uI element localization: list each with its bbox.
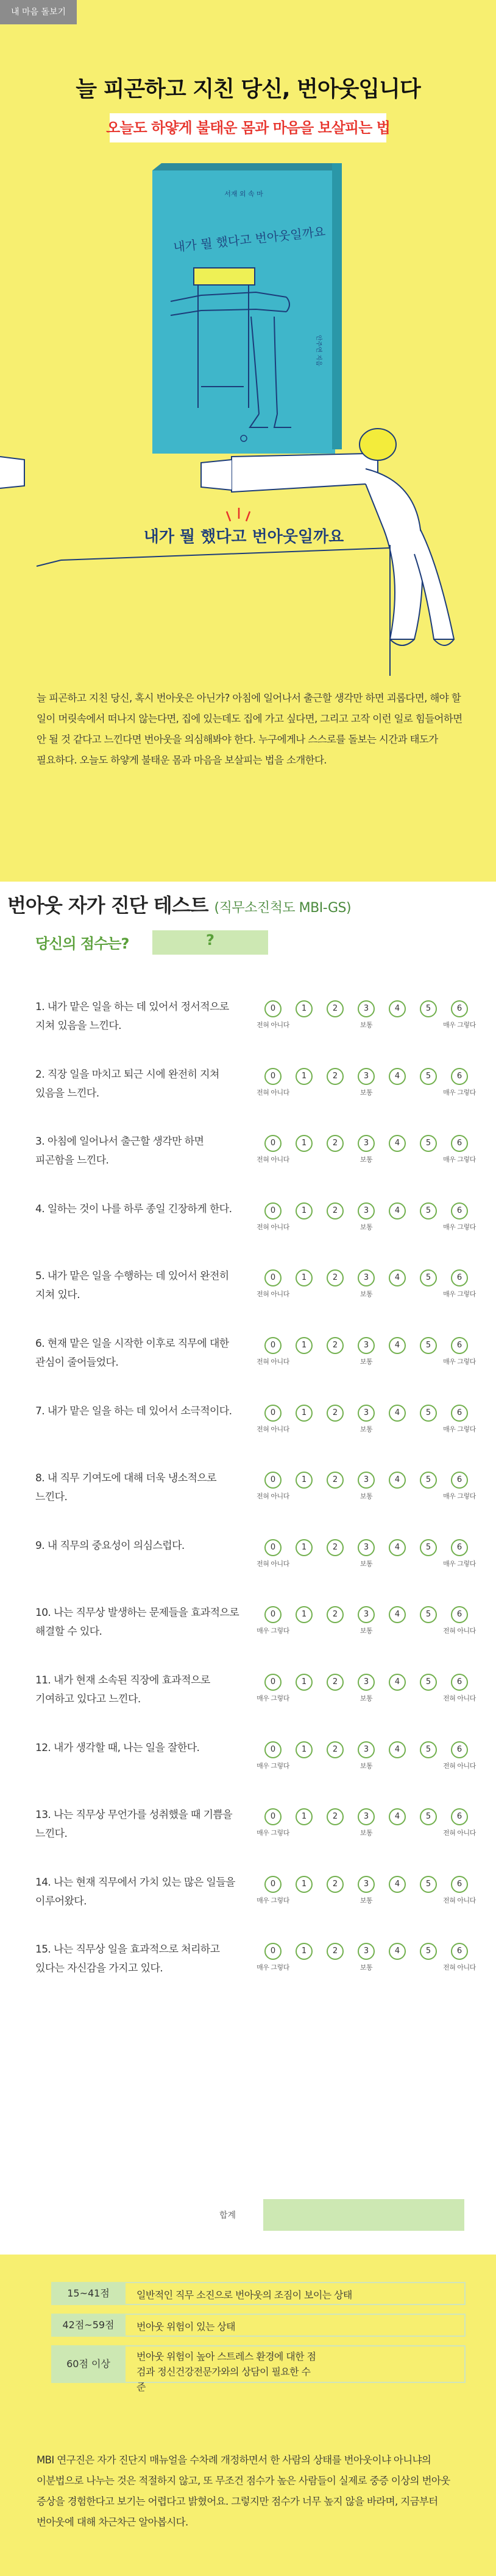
sleepwalker-figure [0,429,454,676]
score-range-description: 일반적인 직무 소진으로 번아웃의 조짐이 보이는 상태 [136,2289,352,2301]
scale-label: 매우 그렇다 [443,1021,476,1029]
scale-label: 보통 [360,1492,373,1500]
answer-option[interactable]: 4 [389,1472,406,1489]
answer-option[interactable]: 6 [451,1876,468,1893]
answer-option[interactable]: 2 [327,1202,344,1220]
answer-option[interactable]: 3 [358,1135,375,1152]
answer-option[interactable]: 2 [327,1269,344,1286]
answer-option[interactable]: 4 [389,1068,406,1085]
answer-option[interactable]: 4 [389,1876,406,1893]
test-subtitle: (직무소진척도 MBI-GS) [214,900,352,916]
answer-option[interactable]: 3 [358,1539,375,1556]
answer-option[interactable]: 2 [327,1472,344,1489]
page-subtitle: 오늘도 하얗게 불태운 몸과 마음을 보살피는 법 [106,119,390,136]
book-series-text: 서재 외 속 마 [224,190,263,198]
answer-option[interactable]: 6 [451,1539,468,1556]
total-label: 합계 [219,2211,236,2220]
answer-option[interactable]: 3 [358,1337,375,1354]
scale-label: 매우 그렇다 [443,1425,476,1433]
question-text: 5. 내가 맡은 일을 수행하는 데 있어서 완전히 지쳐 있다. [35,1270,229,1301]
score-range-description: 번아웃 위험이 높아 스트레스 환경에 대한 점검과 정신건강전문가와의 상담이 필요한 수준 [136,2351,316,2393]
question-text: 9. 내 직무의 중요성이 의심스럽다. [35,1540,185,1552]
answer-option[interactable]: 6 [451,1135,468,1152]
scale-label: 매우 그렇다 [257,1964,289,1971]
answer-option[interactable]: 4 [389,1269,406,1286]
scale-label: 매우 그렇다 [443,1290,476,1298]
answer-option[interactable]: 6 [451,1202,468,1220]
scale-label: 보통 [360,1290,373,1298]
question-text: 12. 내가 생각할 때, 나는 일을 잘한다. [35,1742,200,1754]
answer-option[interactable]: 0 [264,1337,282,1354]
answer-option[interactable]: 1 [296,1741,313,1758]
answer-option[interactable]: 1 [296,1135,313,1152]
answer-option[interactable]: 3 [358,1808,375,1825]
scale-label: 전혀 아니다 [257,1021,289,1029]
answer-option[interactable]: 4 [389,1405,406,1422]
answer-option[interactable]: 3 [358,1068,375,1085]
question-text: 3. 아침에 일어나서 출근할 생각만 하면 피곤함을 느낀다. [35,1135,204,1167]
answer-option[interactable]: 3 [358,1741,375,1758]
answer-option[interactable]: 3 [358,1000,375,1017]
question-text: 6. 현재 맡은 일을 시작한 이후로 직무에 대한 관심이 줄어들었다. [35,1338,229,1369]
category-tag: 내 마음 돌보기 [0,0,77,24]
answer-option[interactable]: 3 [358,1405,375,1422]
scale-label: 보통 [360,1021,373,1029]
scale-label: 전혀 아니다 [443,1762,476,1770]
score-range-badge: 60점 이상 [51,2345,126,2383]
answer-option[interactable]: 1 [296,1943,313,1960]
scale-label: 보통 [360,1964,373,1971]
scale-label: 매우 그렇다 [257,1897,289,1904]
answer-option[interactable]: 5 [420,1472,437,1489]
answer-option[interactable]: 4 [389,1539,406,1556]
answer-option[interactable]: 0 [264,1539,282,1556]
question-text: 13. 나는 직무상 무언가를 성취했을 때 기쁨을 느낀다. [35,1809,233,1840]
test-title-text: 번아웃 자가 진단 테스트 [7,894,208,917]
question-text: 4. 일하는 것이 나를 하루 종일 긴장하게 한다. [35,1203,232,1215]
answer-option[interactable]: 5 [420,1606,437,1623]
scale-label: 전혀 아니다 [443,1964,476,1971]
answer-option[interactable]: 6 [451,1068,468,1085]
answer-option[interactable]: 4 [389,1741,406,1758]
scale-label: 매우 그렇다 [257,1694,289,1702]
answer-option[interactable]: 4 [389,1202,406,1220]
answer-option[interactable]: 3 [358,1472,375,1489]
scale-label: 전혀 아니다 [443,1829,476,1837]
scale-label: 보통 [360,1694,373,1702]
answer-option[interactable]: 0 [264,1068,282,1085]
answer-option[interactable]: 2 [327,1539,344,1556]
question-text: 14. 나는 현재 직무에서 가치 있는 많은 일들을 이루어왔다. [35,1876,235,1907]
answer-option[interactable]: 0 [264,1135,282,1152]
answer-option[interactable]: 6 [451,1741,468,1758]
answer-option[interactable]: 6 [451,1337,468,1354]
answer-option[interactable]: 5 [420,1808,437,1825]
answer-option[interactable]: 6 [451,1674,468,1691]
answer-option[interactable]: 6 [451,1269,468,1286]
answer-option[interactable]: 1 [296,1539,313,1556]
scale-label: 매우 그렇다 [257,1829,289,1837]
scale-label: 매우 그렇다 [443,1560,476,1568]
scale-label: 보통 [360,1223,373,1231]
scale-label: 보통 [360,1089,373,1097]
scale-label: 전혀 아니다 [257,1492,289,1500]
answer-option[interactable]: 2 [327,1674,344,1691]
answer-option[interactable]: 6 [451,1405,468,1422]
answer-option[interactable]: 1 [296,1472,313,1489]
answer-option[interactable]: 4 [389,1606,406,1623]
book-author-text: 안주연 지음 [315,335,322,367]
scale-label: 보통 [360,1425,373,1433]
answer-option[interactable]: 5 [420,1674,437,1691]
answer-option[interactable]: 5 [420,1269,437,1286]
scale-label: 매우 그렇다 [443,1223,476,1231]
answer-option[interactable]: 1 [296,1876,313,1893]
scale-label: 매우 그렇다 [257,1627,289,1635]
answer-option[interactable]: 5 [420,1876,437,1893]
scale-label: 전혀 아니다 [443,1694,476,1702]
scale-label: 전혀 아니다 [257,1358,289,1366]
answer-option[interactable]: 2 [327,1068,344,1085]
answer-option[interactable]: 3 [358,1269,375,1286]
scale-label: 보통 [360,1762,373,1770]
answer-option[interactable]: 2 [327,1337,344,1354]
answer-option[interactable]: 5 [420,1405,437,1422]
scale-label: 보통 [360,1358,373,1366]
question-text: 2. 직장 일을 마치고 퇴근 시에 완전히 지쳐 있음을 느낀다. [35,1069,219,1100]
answer-option[interactable]: 1 [296,1000,313,1017]
scale-label: 전혀 아니다 [443,1897,476,1904]
question-text: 15. 나는 직무상 일을 효과적으로 처리하고 있다는 자신감을 가지고 있다. [35,1943,220,1974]
total-field[interactable] [263,2199,464,2231]
answer-option[interactable]: 0 [264,1000,282,1017]
answer-option[interactable]: 1 [296,1808,313,1825]
scale-label: 매우 그렇다 [443,1156,476,1163]
answer-option[interactable]: 4 [389,1337,406,1354]
scale-label: 전혀 아니다 [257,1089,289,1097]
answer-option[interactable]: 1 [296,1269,313,1286]
answer-option[interactable]: 5 [420,1202,437,1220]
answer-option[interactable]: 1 [296,1337,313,1354]
answer-option[interactable]: 2 [327,1606,344,1623]
answer-option[interactable]: 0 [264,1741,282,1758]
answer-option[interactable]: 2 [327,1808,344,1825]
answer-option[interactable]: 6 [451,1808,468,1825]
answer-option[interactable]: 3 [358,1876,375,1893]
test-title [7,890,351,918]
answer-option[interactable]: 1 [296,1674,313,1691]
answer-option[interactable]: 0 [264,1943,282,1960]
answer-option[interactable]: 2 [327,1741,344,1758]
scale-label: 보통 [360,1829,373,1837]
answer-option[interactable]: 0 [264,1606,282,1623]
answer-option[interactable]: 6 [451,1606,468,1623]
answer-option[interactable]: 6 [451,1000,468,1017]
question-text: 1. 내가 맡은 일을 하는 데 있어서 정서적으로 지쳐 있음을 느낀다. [35,1001,229,1032]
scale-label: 매우 그렇다 [443,1492,476,1500]
answer-option[interactable]: 0 [264,1202,282,1220]
answer-option[interactable]: 0 [264,1472,282,1489]
book-cover-image [152,163,342,454]
book-illustration [0,152,496,676]
scale-label: 전혀 아니다 [443,1627,476,1635]
scale-label: 보통 [360,1897,373,1904]
intro-paragraph: 늘 피곤하고 지친 당신, 혹시 번아웃은 아닌가? 아침에 일어나서 출근할 생각만 하면 괴롭다면, 해야 할 일이 머릿속에서 떠나지 않는다면, 집에 있는데도 집에 가고 싶다면, 그리고 고작 이런 일로 힘들어하면 안 될 것 같다고 느낀다면 번아웃을 의심해봐야 한다. 누구에게나 스스로를 돌보는 시간과 태도가 필요하다. 오늘도 하얗게 불태운 몸과 마음을 보살피는 법을 소개한다. [37,692,462,766]
score-label: 당신의 점수는? [35,935,129,952]
answer-option[interactable]: 2 [327,1876,344,1893]
answer-option[interactable]: 3 [358,1606,375,1623]
answer-option[interactable]: 2 [327,1405,344,1422]
scale-label: 전혀 아니다 [257,1223,289,1231]
answer-option[interactable]: 1 [296,1405,313,1422]
scale-label: 매우 그렇다 [257,1762,289,1770]
scale-label: 전혀 아니다 [257,1425,289,1433]
answer-option[interactable]: 0 [264,1405,282,1422]
scale-label: 매우 그렇다 [443,1358,476,1366]
answer-option[interactable]: 1 [296,1068,313,1085]
answer-option[interactable]: 2 [327,1135,344,1152]
score-range-badge: 15~41점 [51,2282,126,2305]
answer-option[interactable]: 3 [358,1674,375,1691]
answer-option[interactable]: 0 [264,1808,282,1825]
score-range-description: 번아웃 위험이 있는 상태 [136,2321,236,2332]
book-title-text: 내가 뭘 했다고 번아웃일까요 [172,223,327,255]
answer-option[interactable]: 5 [420,1943,437,1960]
answer-option[interactable]: 4 [389,1943,406,1960]
answer-option[interactable]: 5 [420,1337,437,1354]
answer-option[interactable]: 4 [389,1000,406,1017]
question-text: 7. 내가 맡은 일을 하는 데 있어서 소극적이다. [35,1405,232,1417]
scale-label: 전혀 아니다 [257,1560,289,1568]
scale-label: 보통 [360,1560,373,1568]
scale-label: 보통 [360,1627,373,1635]
outro-paragraph: MBI 연구진은 자가 진단지 매뉴얼을 수차례 개정하면서 한 사람의 상태를 번아웃이냐 아니냐의 이분법으로 나누는 것은 적절하지 않고, 또 무조건 점수가 높은 사람들이 실제로 중증 이상의 번아웃 증상을 경험한다고 보기는 어렵다고 밝혔어요. 그렇지만 점수가 너무 높지 않을 바라며, 지금부터 번아웃에 대해 차근차근 알아봅시다. [37,2454,450,2528]
page-title: 늘 피곤하고 지친 당신, 번아웃입니다 [76,77,420,102]
answer-option[interactable]: 3 [358,1943,375,1960]
answer-option[interactable]: 2 [327,1943,344,1960]
scale-label: 전혀 아니다 [257,1290,289,1298]
question-text: 8. 내 직무 기여도에 대해 더욱 냉소적으로 느낀다. [35,1472,216,1503]
answer-option[interactable]: 3 [358,1202,375,1220]
answer-option[interactable]: 5 [420,1135,437,1152]
answer-option[interactable]: 5 [420,1741,437,1758]
answer-option[interactable]: 4 [389,1135,406,1152]
answer-option[interactable]: 0 [264,1674,282,1691]
answer-option[interactable]: 5 [420,1000,437,1017]
question-text: 10. 나는 직무상 발생하는 문제들을 효과적으로 해결할 수 있다. [35,1607,239,1638]
answer-option[interactable]: 0 [264,1269,282,1286]
accent-marks [227,508,250,521]
answer-option[interactable]: 2 [327,1000,344,1017]
answer-option[interactable]: 5 [420,1539,437,1556]
question-text: 11. 내가 현재 소속된 직장에 효과적으로 기여하고 있다고 느낀다. [35,1674,210,1705]
answer-option[interactable]: 0 [264,1876,282,1893]
scale-label: 전혀 아니다 [257,1156,289,1163]
answer-option[interactable]: 1 [296,1202,313,1220]
scale-label: 보통 [360,1156,373,1163]
scale-label: 매우 그렇다 [443,1089,476,1097]
hand-lettered-title: 내가 뭘 했다고 번아웃일까요 [143,528,344,546]
score-range-badge: 42점~59점 [51,2314,126,2337]
answer-option[interactable]: 6 [451,1943,468,1960]
answer-option[interactable]: 4 [389,1808,406,1825]
answer-option[interactable]: 1 [296,1606,313,1623]
score-value: ? [206,932,214,949]
answer-option[interactable]: 4 [389,1674,406,1691]
answer-option[interactable]: 5 [420,1068,437,1085]
answer-option[interactable]: 6 [451,1472,468,1489]
